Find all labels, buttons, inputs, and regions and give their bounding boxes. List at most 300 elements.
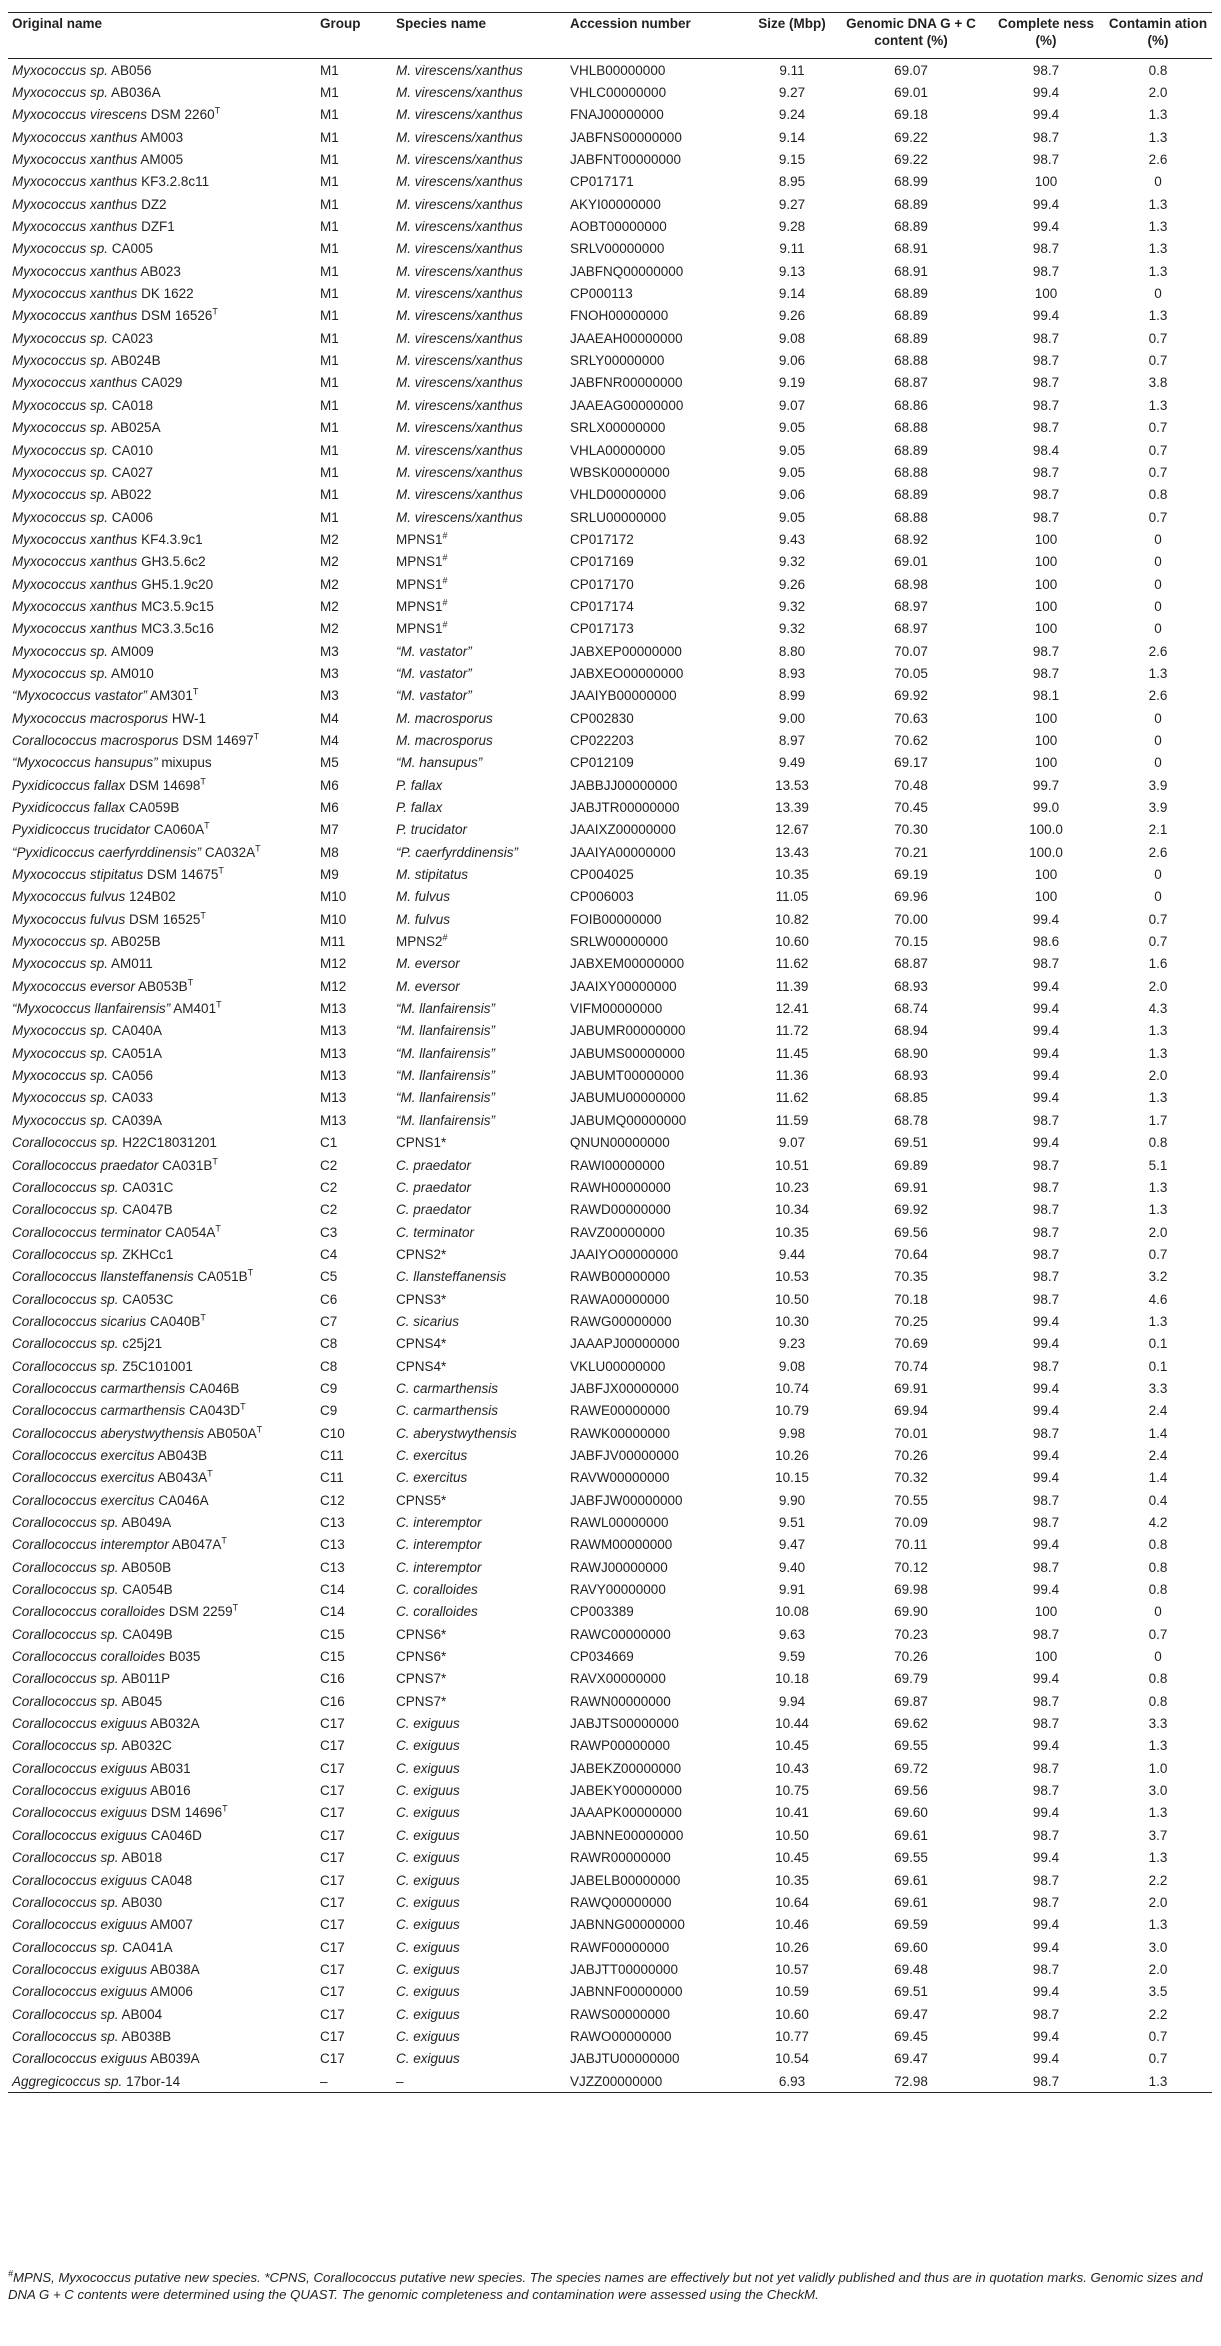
cell-size: 9.06 xyxy=(778,487,806,503)
cell-group: C9 xyxy=(320,1380,338,1396)
cell-contamination: 0 xyxy=(1154,554,1162,570)
cell-accession-number: JABEKZ00000000 xyxy=(570,1760,682,1776)
cell-size: 13.39 xyxy=(775,800,809,816)
cell-group: M9 xyxy=(320,867,339,883)
cell-contamination: 1.6 xyxy=(1148,956,1168,972)
table-row xyxy=(8,1042,1212,1064)
cell-accession-number: SRLY00000000 xyxy=(570,353,665,369)
cell-size: 13.53 xyxy=(775,777,809,793)
cell-group: C10 xyxy=(320,1425,345,1441)
cell-contamination: 2.0 xyxy=(1148,1961,1168,1977)
cell-size: 10.60 xyxy=(775,934,809,950)
cell-accession-number: JABEKY00000000 xyxy=(570,1783,682,1799)
cell-original-name: Corallococcus exiguus AB039A xyxy=(12,2051,200,2067)
cell-size: 9.00 xyxy=(778,710,806,726)
cell-size: 9.59 xyxy=(778,1649,806,1665)
cell-completeness: 98.7 xyxy=(1032,62,1060,78)
cell-gc-content: 68.88 xyxy=(894,420,928,436)
table-row xyxy=(8,640,1212,662)
cell-size: 10.45 xyxy=(775,1850,809,1866)
cell-completeness: 98.7 xyxy=(1032,353,1060,369)
cell-species-name: C. praedator xyxy=(396,1157,472,1173)
cell-contamination: 1.3 xyxy=(1148,107,1168,123)
cell-completeness: 98.7 xyxy=(1032,1827,1060,1843)
cell-contamination: 1.3 xyxy=(1104,2070,1212,2093)
cell-group: C11 xyxy=(320,1470,344,1486)
cell-accession-number: RAWE00000000 xyxy=(570,1403,671,1419)
cell-accession-number: JAAAPK00000000 xyxy=(570,1805,682,1821)
cell-contamination: 3.0 xyxy=(1148,1783,1168,1799)
cell-gc-content: 70.12 xyxy=(894,1559,928,1575)
cell-completeness: 98.7 xyxy=(1032,1760,1060,1776)
cell-size: 9.14 xyxy=(778,286,806,302)
cell-size: 8.93 xyxy=(778,665,806,681)
cell-contamination: 1.3 xyxy=(1148,665,1168,681)
cell-size: 9.27 xyxy=(778,85,806,101)
cell-original-name: “Myxococcus hansupus” mixupus xyxy=(12,755,212,771)
cell-gc-content: 70.09 xyxy=(894,1515,928,1531)
cell-gc-content: 68.93 xyxy=(894,978,928,994)
cell-contamination: 0.1 xyxy=(1148,1358,1168,1374)
cell-species-name: P. fallax xyxy=(396,777,443,793)
cell-completeness: 99.4 xyxy=(1032,1001,1060,1017)
cell-size: 9.40 xyxy=(778,1559,806,1575)
table-row xyxy=(8,1288,1212,1310)
cell-gc-content: 68.91 xyxy=(894,263,928,279)
cell-species-name: “M. llanfairensis” xyxy=(396,1068,496,1084)
cell-group: M13 xyxy=(320,1068,347,1084)
cell-group: C6 xyxy=(320,1291,338,1307)
cell-group: C8 xyxy=(320,1336,338,1352)
cell-group: – xyxy=(316,2070,392,2093)
cell-gc-content: 70.00 xyxy=(894,911,928,927)
cell-size: 10.35 xyxy=(775,1872,809,1888)
cell-contamination: 0 xyxy=(1154,286,1162,302)
cell-accession-number: VKLU00000000 xyxy=(570,1358,666,1374)
cell-gc-content: 69.19 xyxy=(894,867,928,883)
cell-contamination: 3.2 xyxy=(1148,1269,1168,1285)
cell-species-name: CPNS2* xyxy=(396,1246,447,1262)
cell-species-name: CPNS5* xyxy=(396,1492,447,1508)
cell-species-name: M. virescens/xanthus xyxy=(396,219,523,235)
cell-gc-content: 69.56 xyxy=(894,1224,928,1240)
cell-completeness: 99.4 xyxy=(1032,196,1060,212)
cell-accession-number: JABFJV00000000 xyxy=(570,1447,679,1463)
cell-accession-number: RAWQ00000000 xyxy=(570,1894,672,1910)
cell-accession-number: AOBT00000000 xyxy=(570,219,667,235)
table-row xyxy=(8,484,1212,506)
table-row xyxy=(8,260,1212,282)
cell-size: 11.62 xyxy=(775,1090,809,1106)
cell-original-name: Myxococcus sp. AM009 xyxy=(12,643,154,659)
table-row xyxy=(8,886,1212,908)
cell-accession-number: CP002830 xyxy=(570,710,634,726)
cell-group: M2 xyxy=(320,576,339,592)
cell-contamination: 0.7 xyxy=(1148,509,1168,525)
cell-original-name: Corallococcus exercitus CA046A xyxy=(12,1492,209,1508)
table-row xyxy=(8,193,1212,215)
cell-group: C17 xyxy=(320,1939,345,1955)
cell-species-name: C. exiguus xyxy=(396,2051,460,2067)
cell-species-name: C. exiguus xyxy=(396,1827,460,1843)
cell-original-name: Corallococcus sp. CA041A xyxy=(12,1939,173,1955)
cell-group: C17 xyxy=(320,1984,345,2000)
cell-size: 9.05 xyxy=(778,420,806,436)
cell-completeness: 98.7 xyxy=(1032,330,1060,346)
cell-species-name: MPNS1# xyxy=(396,530,448,547)
cell-species-name: CPNS4* xyxy=(396,1336,447,1352)
cell-species-name: M. virescens/xanthus xyxy=(396,263,523,279)
table-header-row xyxy=(8,13,1212,59)
cell-gc-content: 68.78 xyxy=(894,1112,928,1128)
cell-group: C17 xyxy=(320,1827,345,1843)
cell-size: 11.59 xyxy=(775,1112,809,1128)
cell-original-name: Myxococcus virescens DSM $2260^T$ xyxy=(12,105,221,123)
cell-gc-content: 72.98 xyxy=(834,2070,988,2093)
table-row xyxy=(8,819,1212,841)
cell-group: M1 xyxy=(320,152,339,168)
table-row xyxy=(8,863,1212,885)
cell-completeness: 98.7 xyxy=(1032,152,1060,168)
cell-original-name: Myxococcus xanthus AB023 xyxy=(12,263,181,279)
table-row xyxy=(8,1601,1212,1623)
cell-original-name: Myxococcus xanthus DZF1 xyxy=(12,219,175,235)
cell-size: 9.07 xyxy=(778,1135,806,1151)
cell-gc-content: 69.98 xyxy=(894,1582,928,1598)
cell-original-name: Corallococcus interemptor $AB047A^T$ xyxy=(12,1535,227,1553)
cell-species-name: “M. llanfairensis” xyxy=(396,1090,496,1106)
cell-accession-number: JAAAPJ00000000 xyxy=(570,1336,680,1352)
cell-completeness: 98.7 xyxy=(1032,1894,1060,1910)
table-row xyxy=(8,774,1212,796)
table-row xyxy=(8,327,1212,349)
table-row xyxy=(8,1355,1212,1377)
cell-size: 10.74 xyxy=(775,1380,809,1396)
cell-size: 10.35 xyxy=(775,1224,809,1240)
cell-group: C17 xyxy=(320,1716,345,1732)
cell-contamination: 5.1 xyxy=(1148,1157,1168,1173)
cell-gc-content: 69.96 xyxy=(894,889,928,905)
cell-size: 11.72 xyxy=(775,1023,809,1039)
cell-accession-number: RAWA00000000 xyxy=(570,1291,670,1307)
cell-gc-content: 70.07 xyxy=(894,643,928,659)
cell-gc-content: 69.47 xyxy=(894,2051,928,2067)
cell-original-name: Myxococcus sp. CA018 xyxy=(12,397,154,413)
cell-gc-content: 70.26 xyxy=(894,1447,928,1463)
cell-size: 9.07 xyxy=(778,397,806,413)
cell-contamination: 4.3 xyxy=(1148,1001,1168,1017)
cell-completeness: 100 xyxy=(1034,598,1058,614)
cell-gc-content: 69.79 xyxy=(894,1671,928,1687)
cell-contamination: 0.8 xyxy=(1148,1537,1168,1553)
cell-gc-content: 70.35 xyxy=(894,1269,928,1285)
cell-size: 10.23 xyxy=(775,1179,809,1195)
cell-completeness: 98.7 xyxy=(1032,1783,1060,1799)
cell-gc-content: 70.01 xyxy=(894,1425,928,1441)
cell-species-name: M. virescens/xanthus xyxy=(396,286,523,302)
cell-completeness: 100 xyxy=(1034,755,1058,771)
cell-completeness: 98.7 xyxy=(1032,1693,1060,1709)
cell-completeness: 99.4 xyxy=(1032,911,1060,927)
cell-completeness: 99.4 xyxy=(1032,1470,1060,1486)
cell-original-name: Corallococcus carmarthensis CA046B xyxy=(12,1380,240,1396)
cell-contamination: 0 xyxy=(1154,755,1162,771)
cell-accession-number: JABJTS00000000 xyxy=(570,1716,679,1732)
cell-accession-number: JAAIXZ00000000 xyxy=(570,822,676,838)
cell-species-name: C. praedator xyxy=(396,1179,472,1195)
cell-group: M1 xyxy=(320,420,339,436)
cell-gc-content: 68.87 xyxy=(894,956,928,972)
cell-accession-number: JABNNG00000000 xyxy=(570,1917,685,1933)
cell-accession-number: VIFM00000000 xyxy=(570,1001,663,1017)
cell-species-name: C. exiguus xyxy=(396,1716,460,1732)
table-row xyxy=(8,1891,1212,1913)
cell-species-name: P. fallax xyxy=(396,800,443,816)
cell-accession-number: JABFJW00000000 xyxy=(570,1492,683,1508)
cell-accession-number: CP017171 xyxy=(570,174,634,190)
cell-size: 9.19 xyxy=(778,375,806,391)
cell-original-name: Myxococcus sp. CA040A xyxy=(12,1023,163,1039)
cell-group: C17 xyxy=(320,1850,345,1866)
cell-accession-number: CP004025 xyxy=(570,867,634,883)
cell-accession-number: JABJTU00000000 xyxy=(570,2051,680,2067)
cell-original-name: Corallococcus exercitus $AB043A^T$ xyxy=(12,1468,213,1486)
table-row xyxy=(8,394,1212,416)
cell-species-name: C. carmarthensis xyxy=(396,1380,499,1396)
cell-original-name: “Myxococcus llanfairensis” $AM401^T$ xyxy=(12,999,222,1017)
cell-gc-content: 70.64 xyxy=(894,1246,928,1262)
table-row xyxy=(8,2025,1212,2047)
cell-accession-number: SRLW00000000 xyxy=(570,934,669,950)
cell-gc-content: 69.87 xyxy=(894,1693,928,1709)
cell-species-name: “M. llanfairensis” xyxy=(396,1023,496,1039)
cell-species-name: M. macrosporus xyxy=(396,710,493,726)
cell-species-name: M. virescens/xanthus xyxy=(396,241,523,257)
cell-original-name: Myxococcus macrosporus HW-1 xyxy=(12,710,207,726)
cell-species-name: MPNS1# xyxy=(396,552,448,570)
table-row xyxy=(8,461,1212,483)
cell-accession-number: CP003389 xyxy=(570,1604,634,1620)
cell-group: C13 xyxy=(320,1537,345,1553)
cell-group: M13 xyxy=(320,1001,347,1017)
cell-accession-number: RAWH00000000 xyxy=(570,1179,671,1195)
cell-original-name: Corallococcus sp. CA053C xyxy=(12,1291,174,1307)
cell-species-name: “M. vastator” xyxy=(396,643,472,659)
cell-contamination: 1.3 xyxy=(1148,308,1168,324)
cell-size: 9.14 xyxy=(778,129,806,145)
cell-group: M1 xyxy=(320,241,339,257)
cell-contamination: 4.2 xyxy=(1148,1515,1168,1531)
cell-species-name: M. fulvus xyxy=(396,911,451,927)
table-row xyxy=(8,2003,1212,2025)
cell-species-name: C. llansteffanensis xyxy=(396,1269,507,1285)
cell-gc-content: 69.47 xyxy=(894,2006,928,2022)
cell-accession-number: FOIB00000000 xyxy=(570,911,662,927)
table-row xyxy=(8,1869,1212,1891)
table-row xyxy=(8,841,1212,863)
cell-accession-number: RAVZ00000000 xyxy=(570,1224,666,1240)
cell-size: 10.15 xyxy=(775,1470,809,1486)
cell-group: M13 xyxy=(320,1045,347,1061)
cell-completeness: 99.4 xyxy=(1032,978,1060,994)
table-row xyxy=(8,729,1212,751)
cell-group: C7 xyxy=(320,1313,338,1329)
cell-completeness: 98.7 xyxy=(1032,420,1060,436)
cell-species-name: C. exiguus xyxy=(396,1760,460,1776)
cell-size: 10.50 xyxy=(775,1291,809,1307)
cell-completeness: 98.7 xyxy=(1032,487,1060,503)
cell-original-name: Corallococcus sp. AB038B xyxy=(12,2028,172,2044)
cell-completeness: 98.7 xyxy=(1032,665,1060,681)
cell-original-name: Myxococcus sp. AB025A xyxy=(12,420,161,436)
cell-contamination: 2.6 xyxy=(1148,688,1168,704)
cell-species-name: C. coralloides xyxy=(396,1604,478,1620)
cell-completeness: 99.4 xyxy=(1032,85,1060,101)
table-row xyxy=(8,282,1212,304)
cell-species-name: C. carmarthensis xyxy=(396,1403,499,1419)
table-row xyxy=(8,1981,1212,2003)
cell-original-name: Corallococcus exiguus AM006 xyxy=(12,1984,193,2000)
table-row xyxy=(8,59,1212,82)
cell-size: 9.08 xyxy=(778,1358,806,1374)
cell-completeness: 98.7 xyxy=(1032,1872,1060,1888)
cell-size: 12.67 xyxy=(775,822,809,838)
table-row xyxy=(8,997,1212,1019)
cell-accession-number: CP017173 xyxy=(570,621,634,637)
cell-group: C17 xyxy=(320,1805,345,1821)
cell-species-name: “M. llanfairensis” xyxy=(396,1001,496,1017)
cell-accession-number: RAVY00000000 xyxy=(570,1582,666,1598)
cell-contamination: 0.7 xyxy=(1148,420,1168,436)
cell-accession-number: RAWC00000000 xyxy=(570,1626,671,1642)
table-row xyxy=(8,1176,1212,1198)
table-row xyxy=(8,752,1212,774)
cell-completeness: 98.7 xyxy=(1032,397,1060,413)
cell-contamination: 2.2 xyxy=(1148,1872,1168,1888)
cell-species-name: M. macrosporus xyxy=(396,732,493,748)
cell-size: 9.26 xyxy=(778,308,806,324)
cell-original-name: Myxococcus sp. CA010 xyxy=(12,442,154,458)
cell-species-name: C. exiguus xyxy=(396,2028,460,2044)
cell-size: 8.99 xyxy=(778,688,806,704)
table-row xyxy=(8,1824,1212,1846)
cell-accession-number: JABUMT00000000 xyxy=(570,1068,685,1084)
table-row xyxy=(8,126,1212,148)
cell-species-name: “P. caerfyrddinensis” xyxy=(396,844,519,860)
cell-contamination: 0 xyxy=(1154,1649,1162,1665)
cell-original-name: Pyxidicoccus fallax CA059B xyxy=(12,800,180,816)
cell-completeness: 100 xyxy=(1034,531,1058,547)
table-row xyxy=(8,1221,1212,1243)
cell-species-name: C. exiguus xyxy=(396,1805,460,1821)
cell-accession-number: JABNNE00000000 xyxy=(570,1827,684,1843)
cell-accession-number: RAWN00000000 xyxy=(570,1693,671,1709)
cell-original-name: Myxococcus xanthus AM003 xyxy=(12,129,184,145)
cell-group: C17 xyxy=(320,1917,345,1933)
cell-contamination: 2.1 xyxy=(1148,822,1168,838)
cell-contamination: 1.3 xyxy=(1148,1179,1168,1195)
cell-completeness: 100 xyxy=(1034,174,1058,190)
cell-contamination: 0.7 xyxy=(1148,2028,1168,2044)
cell-completeness: 100 xyxy=(1034,1649,1058,1665)
cell-gc-content: 70.15 xyxy=(894,934,928,950)
cell-gc-content: 68.91 xyxy=(894,241,928,257)
cell-accession-number: RAWG00000000 xyxy=(570,1313,672,1329)
cell-original-name: Corallococcus aberystwythensis $AB050A^T$ xyxy=(12,1424,263,1441)
cell-size: 10.41 xyxy=(775,1805,809,1821)
cell-completeness: 99.4 xyxy=(1032,1090,1060,1106)
cell-size: 10.46 xyxy=(775,1917,809,1933)
cell-group: C14 xyxy=(320,1604,345,1620)
table-row xyxy=(8,908,1212,930)
cell-size: 9.26 xyxy=(778,576,806,592)
table-row xyxy=(8,1757,1212,1779)
cell-gc-content: 69.59 xyxy=(894,1917,928,1933)
cell-gc-content: 70.18 xyxy=(894,1291,928,1307)
cell-species-name: C. aberystwythensis xyxy=(396,1425,517,1441)
cell-gc-content: 69.90 xyxy=(894,1604,928,1620)
cell-original-name: Corallococcus sp. H22C18031201 xyxy=(12,1135,217,1151)
cell-completeness: 99.4 xyxy=(1032,1380,1060,1396)
cell-species-name: M. virescens/xanthus xyxy=(396,509,523,525)
cell-group: M1 xyxy=(320,174,339,190)
cell-gc-content: 69.22 xyxy=(894,152,928,168)
cell-size: 9.32 xyxy=(778,598,806,614)
cell-group: C13 xyxy=(320,1515,345,1531)
table-row xyxy=(8,1020,1212,1042)
table-row xyxy=(8,1266,1212,1288)
cell-accession-number: JABBJJ00000000 xyxy=(570,777,678,793)
header-species-name: Species name xyxy=(392,13,566,59)
cell-group: C17 xyxy=(320,1872,345,1888)
cell-species-name: MPNS1# xyxy=(396,597,448,614)
cell-completeness: 98.7 xyxy=(1032,1246,1060,1262)
cell-contamination: 1.3 xyxy=(1148,1090,1168,1106)
cell-contamination: 1.4 xyxy=(1148,1470,1168,1486)
cell-group: C17 xyxy=(320,1961,345,1977)
cell-original-name: Corallococcus sp. CA047B xyxy=(12,1202,173,1218)
cell-size: 13.43 xyxy=(775,844,809,860)
table-row xyxy=(8,349,1212,371)
cell-contamination: 3.8 xyxy=(1148,375,1168,391)
cell-species-name: M. fulvus xyxy=(396,889,451,905)
cell-gc-content: 69.60 xyxy=(894,1939,928,1955)
table-row xyxy=(8,1511,1212,1533)
cell-contamination: 0.7 xyxy=(1148,353,1168,369)
cell-completeness: 98.7 xyxy=(1032,1425,1060,1441)
cell-size: 10.35 xyxy=(775,867,809,883)
cell-contamination: 1.3 xyxy=(1148,1313,1168,1329)
cell-completeness: 99.4 xyxy=(1032,2051,1060,2067)
cell-group: M13 xyxy=(320,1112,347,1128)
cell-accession-number: JABNNF00000000 xyxy=(570,1984,683,2000)
cell-species-name: C. exiguus xyxy=(396,1872,460,1888)
cell-accession-number: JAAEAG00000000 xyxy=(570,397,684,413)
cell-completeness: 99.4 xyxy=(1032,1313,1060,1329)
cell-accession-number: RAWF00000000 xyxy=(570,1939,670,1955)
table-row xyxy=(8,1377,1212,1399)
cell-completeness: 99.4 xyxy=(1032,1068,1060,1084)
cell-completeness: 98.7 xyxy=(1032,1961,1060,1977)
cell-completeness: 98.7 xyxy=(1032,956,1060,972)
cell-original-name: Corallococcus sp. AB032C xyxy=(12,1738,172,1754)
cell-accession-number: RAWM00000000 xyxy=(570,1537,673,1553)
cell-size: 9.90 xyxy=(778,1492,806,1508)
cell-size: 9.43 xyxy=(778,531,806,547)
cell-gc-content: 69.51 xyxy=(894,1135,928,1151)
cell-contamination: 2.6 xyxy=(1148,152,1168,168)
cell-contamination: 0.7 xyxy=(1148,1626,1168,1642)
